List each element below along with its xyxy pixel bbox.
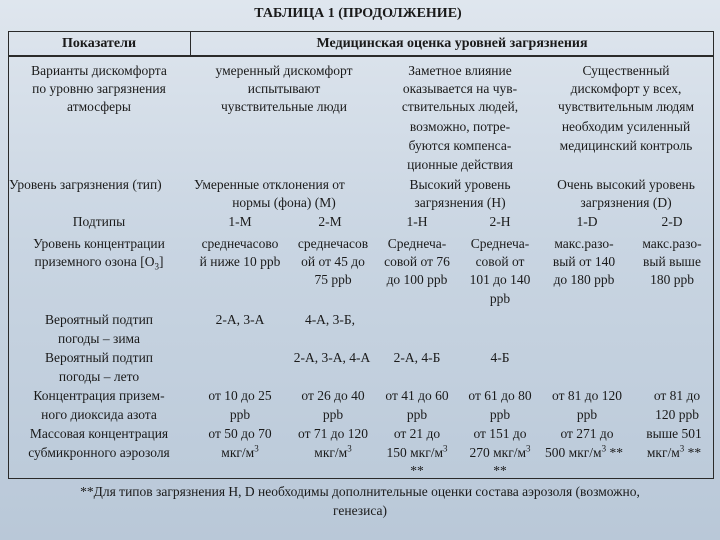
level-d-2: загрязнения (D) [580,195,672,210]
no2-c6-1: от 81 до [653,388,701,403]
row-divider [8,56,714,57]
aerosol-c4-2 [469,444,530,461]
no2-c3-2: ppb [406,407,428,422]
discomfort-h-3: ствительных людей, [401,99,519,114]
aerosol-c4-unit: 270 мкг/м [469,445,527,460]
ozone-c2-3: 75 ppb [314,272,352,287]
aerosol-c6-unit: мкг/м [646,445,680,460]
subtypes-label: Подтипы [72,214,126,229]
no2-label-1: Концентрация призем- [33,388,165,403]
ozone-label-text: приземного озона [O [34,254,155,269]
discomfort-h-1: Заметное влияние [408,63,512,78]
discomfort-h-4: возможно, потре- [409,119,511,134]
ozone-c4-4: ppb [489,291,511,306]
ozone-c6-1: макс.разо- [642,236,702,251]
aerosol-c1-1: от 50 до 70 [208,426,272,441]
discomfort-d-2: дискомфорт у всех, [570,81,682,96]
winter-subtype-m1: 2-А, 3-А [215,312,265,327]
level-h-1: Высокий уровень [409,177,511,192]
ozone-label-bracket: ] [158,254,164,269]
no2-label-2: ного диоксида азота [41,407,157,422]
discomfort-m-1: умеренный дискомфорт [215,63,353,78]
no2-c4-1: от 61 до 80 [468,388,532,403]
no2-c6-2: 120 ppb [655,407,699,422]
summer-subtype-m2: 2-А, 3-А, 4-А [293,350,371,365]
discomfort-label-3: атмосферы [67,99,131,114]
ozone-c6-2: вый выше [643,254,701,269]
discomfort-m-3: чувствительные люди [220,99,348,114]
ozone-c3-3: до 100 ppb [386,272,448,287]
footnote-line-1: **Для типов загрязнения H, D необходимы дополнительные оценки состава аэрозоля (возможно, [80,484,640,499]
level-m-1: Умеренные отклонения от [194,177,345,192]
ozone-c4-3: 101 до 140 [469,272,531,287]
aerosol-label-2: субмикронного аэрозоля [28,445,170,460]
aerosol-c3-unit: 150 мкг/м [386,445,444,460]
aerosol-c2-2 [314,444,351,461]
aerosol-c3-2 [386,444,447,461]
discomfort-m-2: испытывают [247,81,321,96]
ozone-c3-1: Среднеча- [387,236,447,251]
subtype-2d: 2-D [661,214,683,229]
ozone-c4-1: Среднеча- [470,236,530,251]
discomfort-label-2: по уровню загрязнения [32,81,166,96]
discomfort-label-1: Варианты дискомфорта [31,63,167,78]
summer-subtype-h2: 4-Б [490,350,510,365]
column-divider [190,31,191,56]
discomfort-d-3: чувствительным людям [557,99,695,114]
ozone-c3-2: совой от 76 [384,254,450,269]
ozone-label-1: Уровень концентрации [33,236,165,251]
aerosol-c2-sup: 3 [347,443,352,454]
header-medical-assessment: Медицинская оценка уровней загрязнения [316,36,588,51]
ozone-c1-2: й ниже 10 ppb [199,254,281,269]
aerosol-c6-sup: 3 [679,443,685,454]
aerosol-c6-1: выше 501 [646,426,702,441]
level-d-1: Очень высокий уровень [557,177,695,192]
discomfort-h-2: оказывается на чув- [402,81,518,96]
ozone-c2-1: среднечасов [297,236,369,251]
table-border-top [8,31,714,32]
summer-label-2: погоды – лето [58,369,140,384]
no2-c2-1: от 26 до 40 [301,388,365,403]
aerosol-c4-stars: ** [493,463,507,478]
aerosol-c6-2 [647,444,701,461]
ozone-c4-2: совой от [475,254,525,269]
table-border-bottom [8,478,714,479]
aerosol-c2-1: от 71 до 120 [298,426,368,441]
aerosol-c1-unit: мкг/м [221,445,255,460]
subtype-1m: 1-M [228,214,252,229]
footnote-line-2: генезиса) [333,503,387,518]
winter-label-2: погоды – зима [58,331,140,346]
discomfort-d-1: Существенный [582,63,670,78]
aerosol-c3-sup: 3 [443,443,448,454]
subtype-1h: 1-H [406,214,428,229]
ozone-c6-3: 180 ppb [650,272,694,287]
aerosol-c1-2 [221,444,258,461]
header-indicators: Показатели [61,36,137,51]
summer-subtype-h1: 2-А, 4-Б [393,350,441,365]
subtype-2m: 2-M [318,214,342,229]
aerosol-c5-2 [545,444,623,461]
winter-label-1: Вероятный подтип [44,312,154,327]
aerosol-c5-sup: 3 [601,443,607,454]
ozone-label-2 [35,253,164,270]
aerosol-c4-1: от 151 до [473,426,527,441]
winter-subtype-m2: 4-А, 3-Б, [304,312,356,327]
subtype-2h: 2-H [489,214,511,229]
discomfort-d-4: необходим усиленный [561,119,691,134]
ozone-c2-2: ой от 45 до [301,254,365,269]
discomfort-h-6: ционные действия [407,157,513,172]
aerosol-c3-1: от 21 до [393,426,441,441]
level-h-2: загрязнения (H) [414,195,506,210]
ozone-label-subscript: 3 [154,261,159,272]
discomfort-d-5: медицинский контроль [559,138,693,153]
ozone-c1-1: среднечасово [201,236,279,251]
level-label: Уровень загрязнения (тип) [9,177,162,192]
aerosol-c4-sup: 3 [526,443,531,454]
no2-c4-2: ppb [489,407,511,422]
aerosol-label-1: Массовая концентрация [29,426,169,441]
summer-label-1: Вероятный подтип [44,350,154,365]
subtype-1d: 1-D [576,214,598,229]
table-border-left [8,31,9,479]
no2-c1-2: ppb [229,407,251,422]
no2-c3-1: от 41 до 60 [385,388,449,403]
ozone-c5-2: вый от 140 [552,254,616,269]
ozone-c5-3: до 180 ppb [553,272,615,287]
aerosol-c1-sup: 3 [254,443,259,454]
aerosol-c5-stars: ** [609,445,623,460]
table-title: ТАБЛИЦА 1 (ПРОДОЛЖЕНИЕ) [254,6,462,21]
aerosol-c2-unit: мкг/м [314,445,348,460]
aerosol-c5-1: от 271 до [560,426,614,441]
aerosol-c6-stars: ** [687,445,702,460]
level-m-2: нормы (фона) (M) [232,195,336,210]
no2-c5-1: от 81 до 120 [552,388,622,403]
discomfort-h-5: буются компенса- [408,138,512,153]
no2-c5-2: ppb [576,407,598,422]
no2-c1-1: от 10 до 25 [208,388,272,403]
aerosol-c5-unit: 500 мкг/м [545,445,602,460]
no2-c2-2: ppb [322,407,344,422]
ozone-c5-1: макс.разо- [554,236,614,251]
table-border-right [713,31,714,479]
aerosol-c3-stars: ** [410,463,424,478]
